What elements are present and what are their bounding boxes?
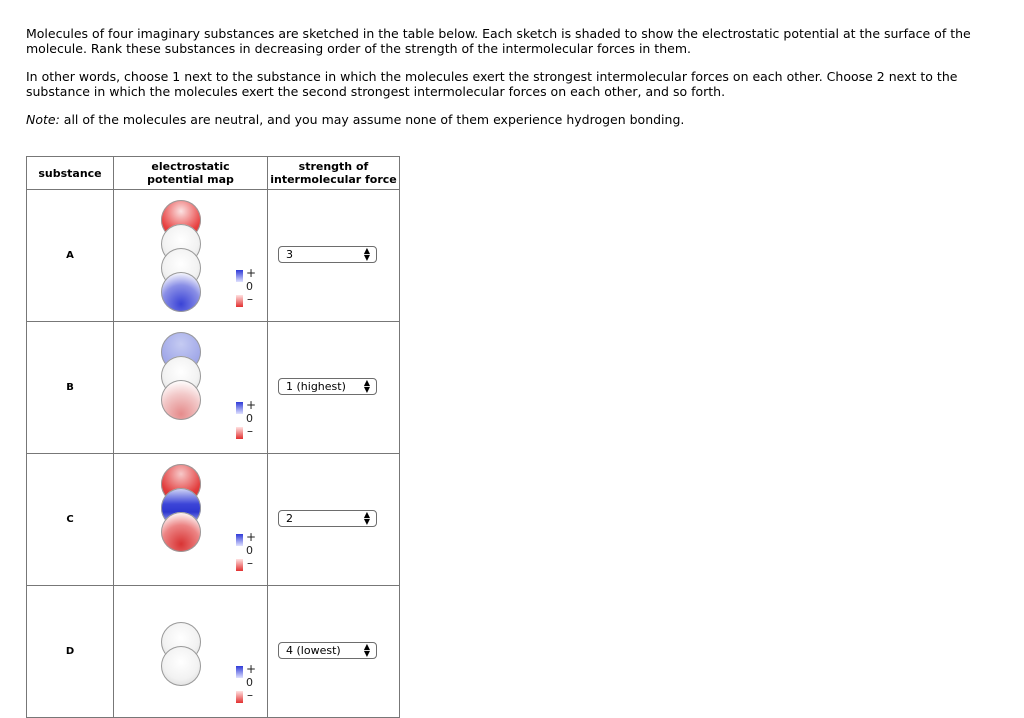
strength-cell xyxy=(268,586,400,718)
table-row xyxy=(27,454,400,586)
rank-select-value: 2 xyxy=(286,511,293,525)
substance-label: D xyxy=(27,586,114,718)
rank-select-d[interactable] xyxy=(278,642,377,659)
potential-legend xyxy=(236,530,266,576)
potential-map-cell xyxy=(114,586,268,718)
legend-negative-swatch xyxy=(236,427,243,439)
potential-map-cell xyxy=(114,190,268,322)
legend-plus: + xyxy=(246,530,257,544)
table-row xyxy=(27,322,400,454)
potential-legend xyxy=(236,662,266,708)
header-strength xyxy=(268,157,400,190)
substance-label: A xyxy=(27,190,114,322)
header-map-line2: potential map xyxy=(147,173,234,186)
legend-negative-swatch xyxy=(236,295,243,307)
substance-label: B xyxy=(27,322,114,454)
legend-positive-swatch xyxy=(236,534,243,546)
header-potential-map xyxy=(114,157,268,190)
select-arrows-icon: ▲ ▼ xyxy=(363,641,370,658)
substance-label: C xyxy=(27,454,114,586)
note-text: all of the molecules are neutral, and you may assume none of them experience hydrogen bonding. xyxy=(59,112,685,127)
legend-negative-swatch xyxy=(236,691,243,703)
legend-minus: – xyxy=(247,292,253,306)
legend-positive-swatch xyxy=(236,402,243,414)
legend-positive-swatch xyxy=(236,666,243,678)
select-arrows-icon: ▲ ▼ xyxy=(363,377,370,394)
instruction-paragraph-1: Molecules of four imaginary substances are sketched in the table below. Each sketch is shaded to show the electrostatic potential at the surface of the molecule. Rank these substances in decreasing order of the strength of the intermolecular forces in them. xyxy=(26,26,971,56)
legend-minus: – xyxy=(247,688,253,702)
strength-cell xyxy=(268,454,400,586)
legend-zero: 0 xyxy=(246,280,253,293)
table-row xyxy=(27,190,400,322)
table-header-row xyxy=(27,157,400,190)
legend-zero: 0 xyxy=(246,676,253,689)
legend-minus: – xyxy=(247,556,253,570)
potential-legend xyxy=(236,266,266,312)
instruction-note xyxy=(26,112,1011,127)
header-substance: substance xyxy=(27,157,114,190)
potential-map-cell xyxy=(114,322,268,454)
instruction-paragraph-2: In other words, choose 1 next to the substance in which the molecules exert the strongest intermolecular forces on each other. Choose 2 next to the substance in which the molecules exert the second strongest intermolecular forces on each other, and so forth. xyxy=(26,69,958,99)
strength-cell xyxy=(268,322,400,454)
legend-minus: – xyxy=(247,424,253,438)
atom xyxy=(161,512,201,552)
rank-select-b[interactable] xyxy=(278,378,377,395)
legend-plus: + xyxy=(246,662,257,676)
header-strength-line2: intermolecular force xyxy=(270,173,397,186)
legend-plus: + xyxy=(246,398,257,412)
rank-select-a[interactable] xyxy=(278,246,377,263)
legend-zero: 0 xyxy=(246,412,253,425)
note-label: Note: xyxy=(26,112,60,127)
rank-select-c[interactable] xyxy=(278,510,377,527)
legend-positive-swatch xyxy=(236,270,243,282)
instructions xyxy=(26,26,1011,140)
strength-cell xyxy=(268,190,400,322)
rank-select-value: 1 (highest) xyxy=(286,379,346,393)
header-map-line1: electrostatic xyxy=(151,160,230,173)
atom xyxy=(161,380,201,420)
rank-select-value: 4 (lowest) xyxy=(286,643,341,657)
legend-negative-swatch xyxy=(236,559,243,571)
atom xyxy=(161,646,201,686)
atom xyxy=(161,272,201,312)
potential-legend xyxy=(236,398,266,444)
table-row xyxy=(27,586,400,718)
rank-select-value: 3 xyxy=(286,247,293,261)
legend-plus: + xyxy=(246,266,257,280)
legend-zero: 0 xyxy=(246,544,253,557)
select-arrows-icon: ▲ ▼ xyxy=(363,509,370,526)
header-strength-line1: strength of xyxy=(298,160,369,173)
select-arrows-icon: ▲ ▼ xyxy=(363,245,370,262)
ranking-table xyxy=(26,156,400,718)
potential-map-cell xyxy=(114,454,268,586)
